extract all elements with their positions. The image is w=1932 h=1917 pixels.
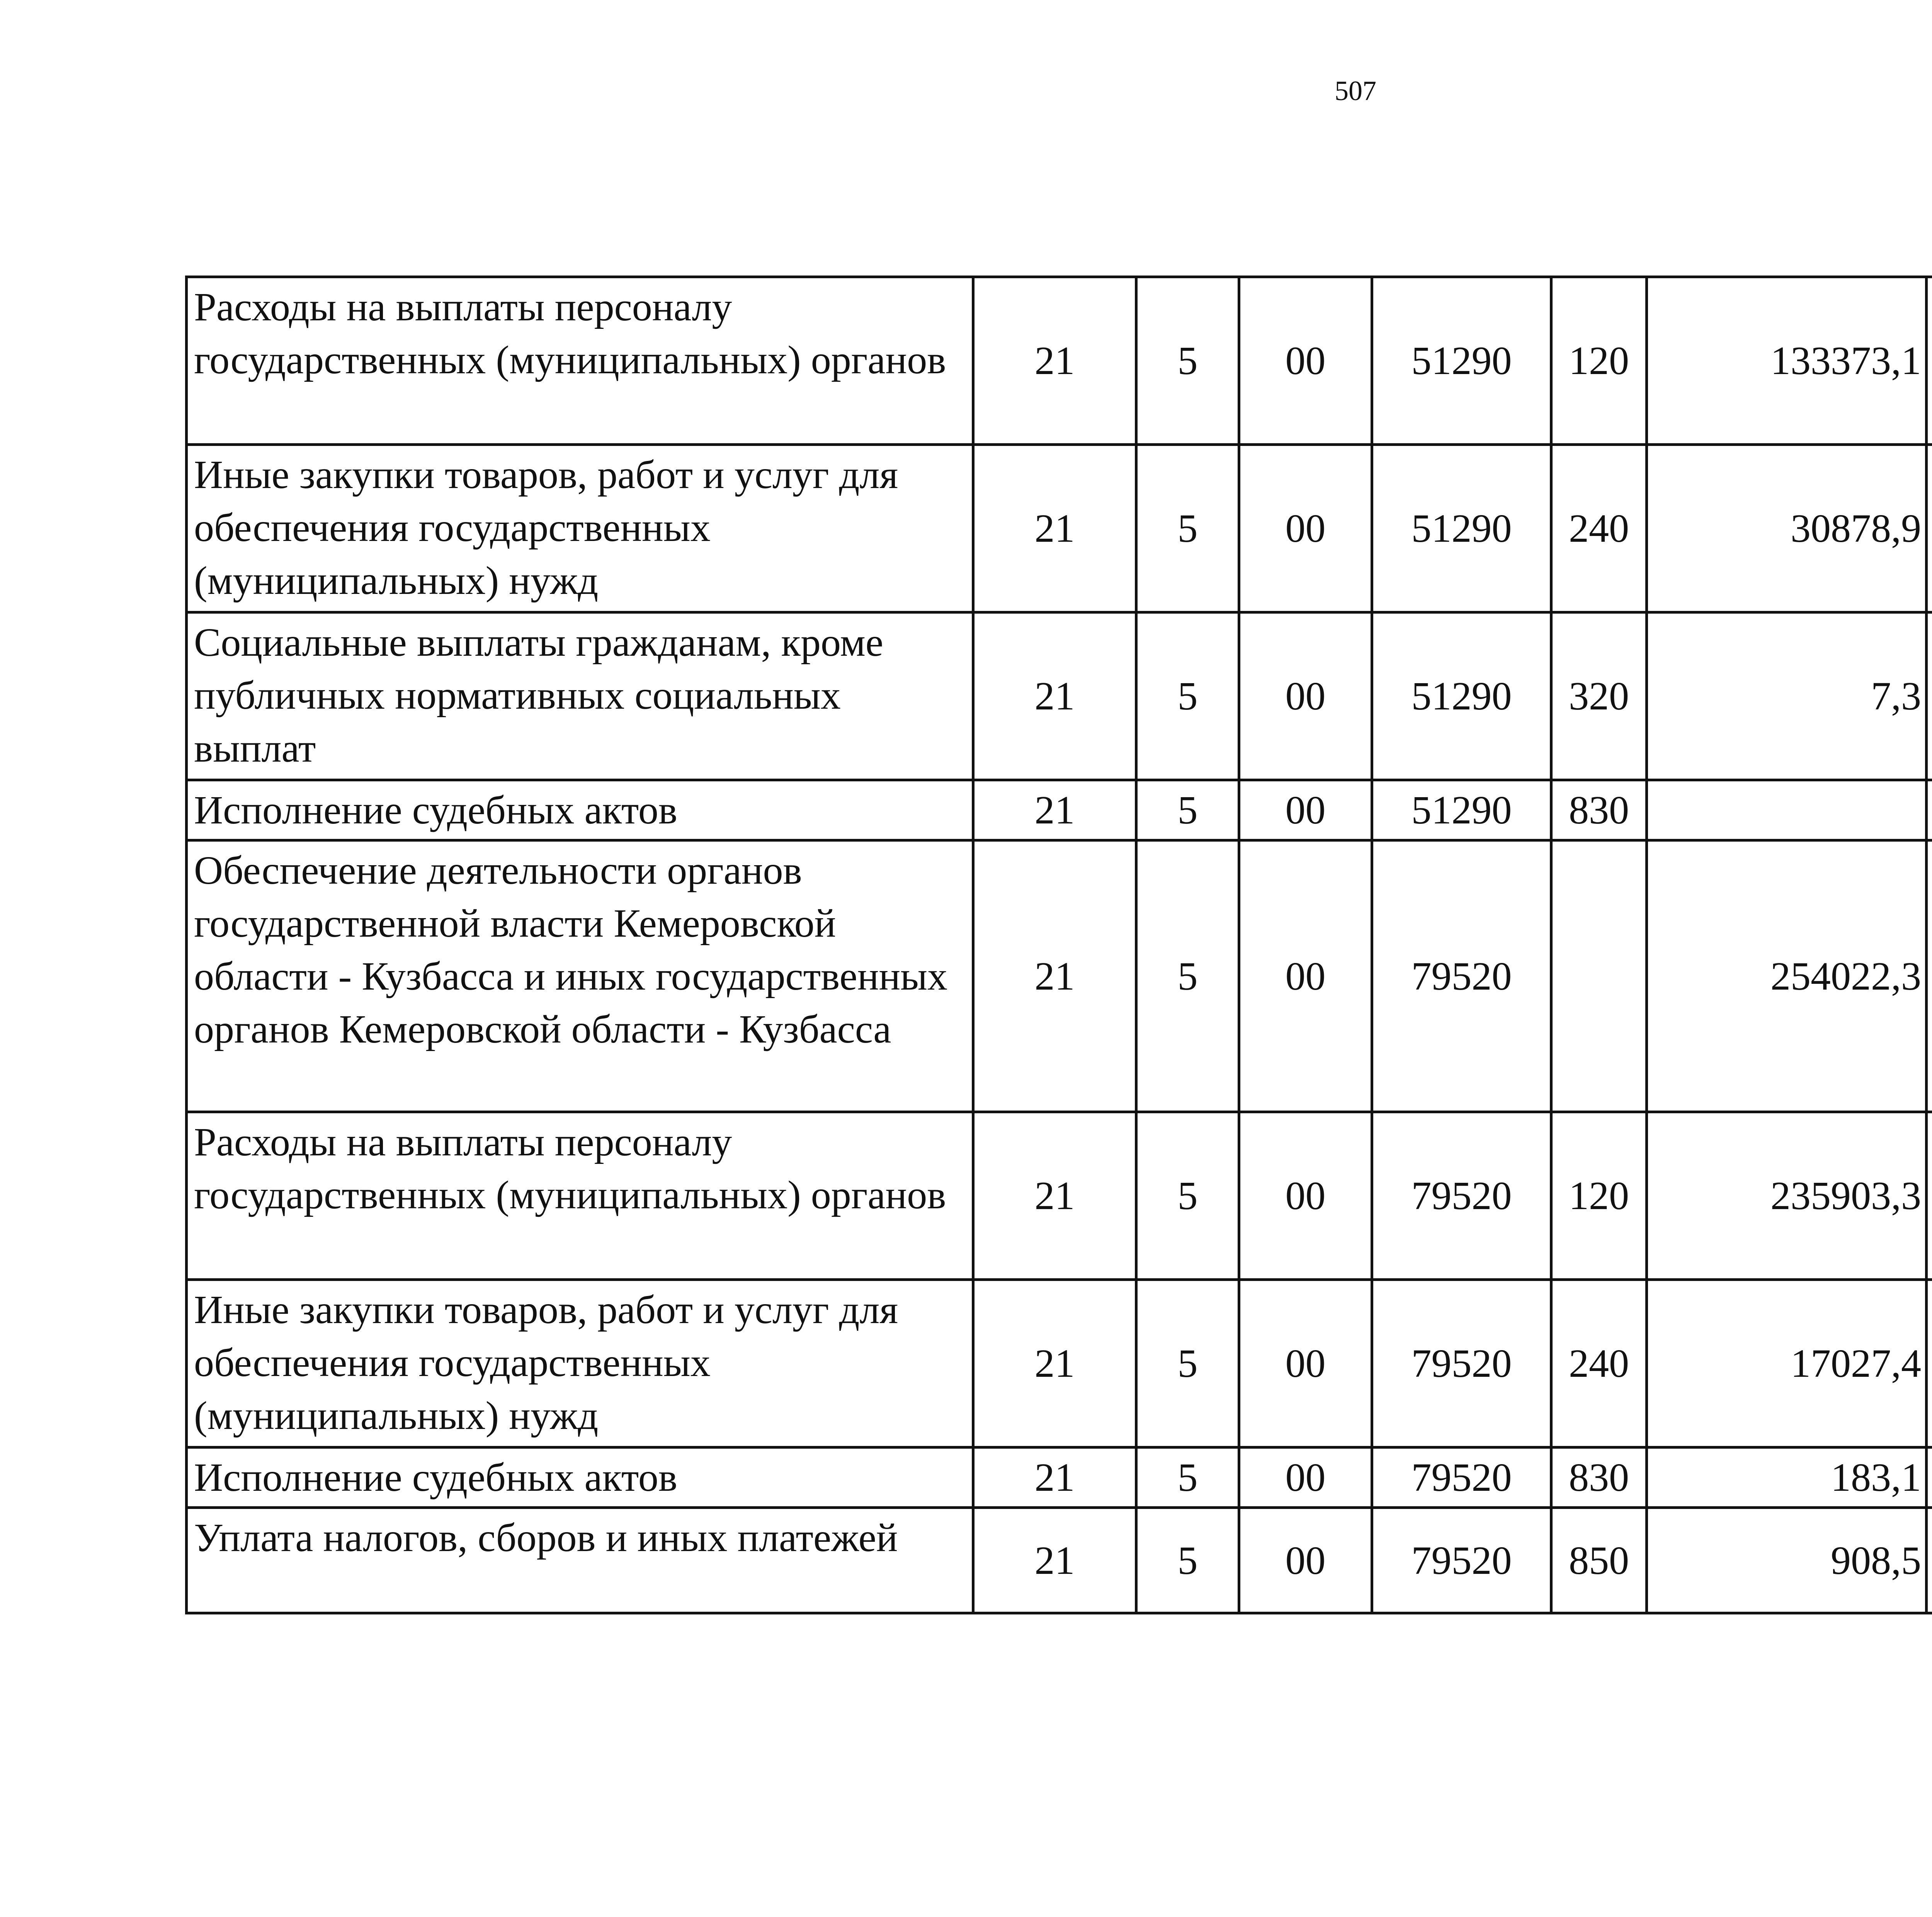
section-code-cell: 21 [973,1448,1136,1508]
expense-type-cell [1551,840,1647,1112]
expense-type-cell: 830 [1551,1448,1647,1508]
program-code-cell: 5 [1136,1112,1239,1280]
table-row [187,840,1932,1112]
section-code-cell: 21 [973,445,1136,612]
amount-1-cell: 183,1 [1647,1448,1927,1508]
subprogram-code-cell: 00 [1239,840,1372,1112]
row-name-cell: Расходы на выплаты персоналу государственных (муниципальных) органов [187,277,973,445]
row-name-cell: Иные закупки товаров, работ и услуг для обеспечения государственных (муниципальных) нужд [187,445,973,612]
direction-code-cell: 51290 [1372,277,1551,445]
program-code-cell: 5 [1136,277,1239,445]
table-row [187,445,1932,612]
row-name-cell: Расходы на выплаты персоналу государственных (муниципальных) органов [187,1112,973,1280]
subprogram-code-cell: 00 [1239,445,1372,612]
amount-2-cell [1927,445,1932,612]
table-row [187,1448,1932,1508]
direction-code-cell: 79520 [1372,1112,1551,1280]
amount-2-cell [1927,277,1932,445]
amount-1-cell: 7,3 [1647,612,1927,780]
section-code-cell: 21 [973,277,1136,445]
subprogram-code-cell: 00 [1239,277,1372,445]
expense-type-cell: 120 [1551,1112,1647,1280]
table-row [187,1112,1932,1280]
table-row [187,612,1932,780]
budget-table [185,276,1932,1614]
amount-2-cell [1927,780,1932,840]
direction-code-cell: 51290 [1372,445,1551,612]
page-number: 507 [1335,75,1376,106]
subprogram-code-cell: 00 [1239,1508,1372,1613]
table-row [187,1508,1932,1613]
program-code-cell: 5 [1136,780,1239,840]
section-code-cell: 21 [973,840,1136,1112]
program-code-cell: 5 [1136,840,1239,1112]
program-code-cell: 5 [1136,445,1239,612]
direction-code-cell: 51290 [1372,780,1551,840]
program-code-cell: 5 [1136,1448,1239,1508]
amount-2-cell [1927,1508,1932,1613]
row-name-cell: Иные закупки товаров, работ и услуг для обеспечения государственных (муниципальных) нужд [187,1280,973,1448]
amount-2-cell [1927,612,1932,780]
expense-type-cell: 830 [1551,780,1647,840]
expense-type-cell: 850 [1551,1508,1647,1613]
direction-code-cell: 51290 [1372,612,1551,780]
expense-type-cell: 320 [1551,612,1647,780]
subprogram-code-cell: 00 [1239,1448,1372,1508]
amount-1-cell: 254022,3 [1647,840,1927,1112]
section-code-cell: 21 [973,1508,1136,1613]
row-name-cell: Обеспечение деятельности органов государственной власти Кемеровской области - Кузбасса и иных государственных органов Кемеровской области - Кузбасса [187,840,973,1112]
amount-1-cell: 17027,4 [1647,1280,1927,1448]
program-code-cell: 5 [1136,1508,1239,1613]
amount-2-cell [1927,1112,1932,1280]
subprogram-code-cell: 00 [1239,612,1372,780]
amount-1-cell: 908,5 [1647,1508,1927,1613]
expense-type-cell: 240 [1551,1280,1647,1448]
subprogram-code-cell: 00 [1239,1280,1372,1448]
table-row [187,780,1932,840]
subprogram-code-cell: 00 [1239,1112,1372,1280]
table-row [187,277,1932,445]
section-code-cell: 21 [973,1280,1136,1448]
amount-1-cell [1647,780,1927,840]
section-code-cell: 21 [973,1112,1136,1280]
row-name-cell: Исполнение судебных актов [187,780,973,840]
program-code-cell: 5 [1136,612,1239,780]
row-name-cell: Социальные выплаты гражданам, кроме публичных нормативных социальных выплат [187,612,973,780]
direction-code-cell: 79520 [1372,840,1551,1112]
table-row [187,1280,1932,1448]
expense-type-cell: 240 [1551,445,1647,612]
direction-code-cell: 79520 [1372,1508,1551,1613]
section-code-cell: 21 [973,612,1136,780]
direction-code-cell: 79520 [1372,1448,1551,1508]
row-name-cell: Исполнение судебных актов [187,1448,973,1508]
amount-2-cell [1927,1448,1932,1508]
section-code-cell: 21 [973,780,1136,840]
expense-type-cell: 120 [1551,277,1647,445]
row-name-cell: Уплата налогов, сборов и иных платежей [187,1508,973,1613]
subprogram-code-cell: 00 [1239,780,1372,840]
direction-code-cell: 79520 [1372,1280,1551,1448]
amount-2-cell [1927,840,1932,1112]
amount-1-cell: 235903,3 [1647,1112,1927,1280]
program-code-cell: 5 [1136,1280,1239,1448]
amount-1-cell: 133373,1 [1647,277,1927,445]
amount-1-cell: 30878,9 [1647,445,1927,612]
amount-2-cell [1927,1280,1932,1448]
